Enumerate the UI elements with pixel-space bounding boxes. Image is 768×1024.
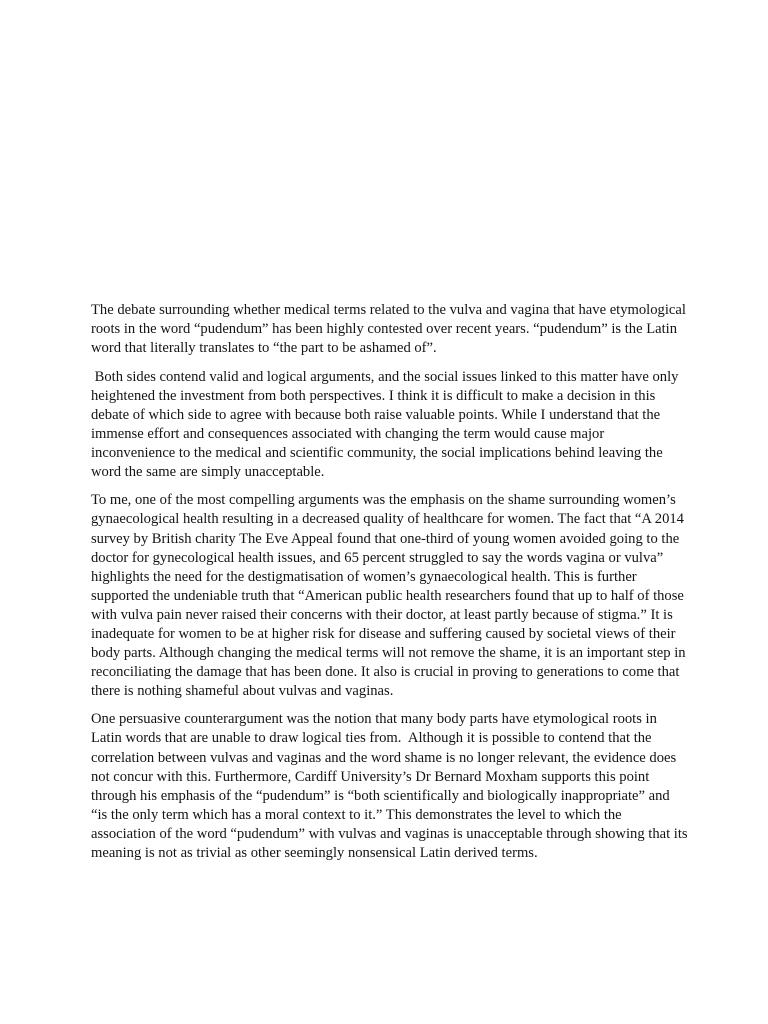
paragraph-compelling-argument: To me, one of the most compelling arguments was the emphasis on the shame surrounding women’s gynaecological health resulting in a decreased quality of healthcare for women. The fact that “A 2014 survey by British charity The Eve Appeal found that one-third of young women avoided going to the doctor for gynecological health issues, and 65 percent struggled to say the words vagina or vulva” highlights the need for the destigmatisation of women’s gynaecological health. This is further supported the undeniable truth that “American public health researchers found that up to half of those with vulva pain never raised their concerns with their doctor, at least partly because of stigma.” It is inadequate for women to be at higher risk for disease and suffering caused by societal views of their body parts. Although changing the medical terms will not remove the shame, it is an important step in reconciliating the damage that has been done. It also is crucial in proving to generations to come that there is nothing shameful about vulvas and vaginas. (91, 492, 690, 699)
paragraph-counterargument: One persuasive counterargument was the notion that many body parts have etymological roots in Latin words that are unable to draw logical ties from. Although it is possible to contend that the correlation between vulvas and vaginas and the word shame is no longer relevant, the evidence does not concur with this. Furthermore, Cardiff University’s Dr Bernard Moxham supports this point through his emphasis of the “pudendum” is “both scientifically and biologically inappropriate” and “is the only term which has a moral context to it.” This demonstrates the level to which the association of the word “pudendum” with vulvas and vaginas is unacceptable through showing that its meaning is not as trivial as other seemingly nonsensical Latin derived terms. (91, 711, 692, 861)
document-body (91, 301, 692, 872)
paragraph-intro: The debate surrounding whether medical terms related to the vulva and vagina that have etymological roots in the word “pudendum” has been highly contested over recent years. “pudendum” is the Latin word that literally translates to “the part to be ashamed of”. (91, 302, 690, 357)
paragraph-position: Both sides contend valid and logical arguments, and the social issues linked to this matter have only heightened the investment from both perspectives. I think it is difficult to make a decision in this debate of which side to agree with because both raise valuable points. While I understand that the immense effort and consequences associated with changing the term would cause major inconvenience to the medical and scientific community, the social implications behind leaving the word the same are simply unacceptable. (91, 368, 683, 480)
